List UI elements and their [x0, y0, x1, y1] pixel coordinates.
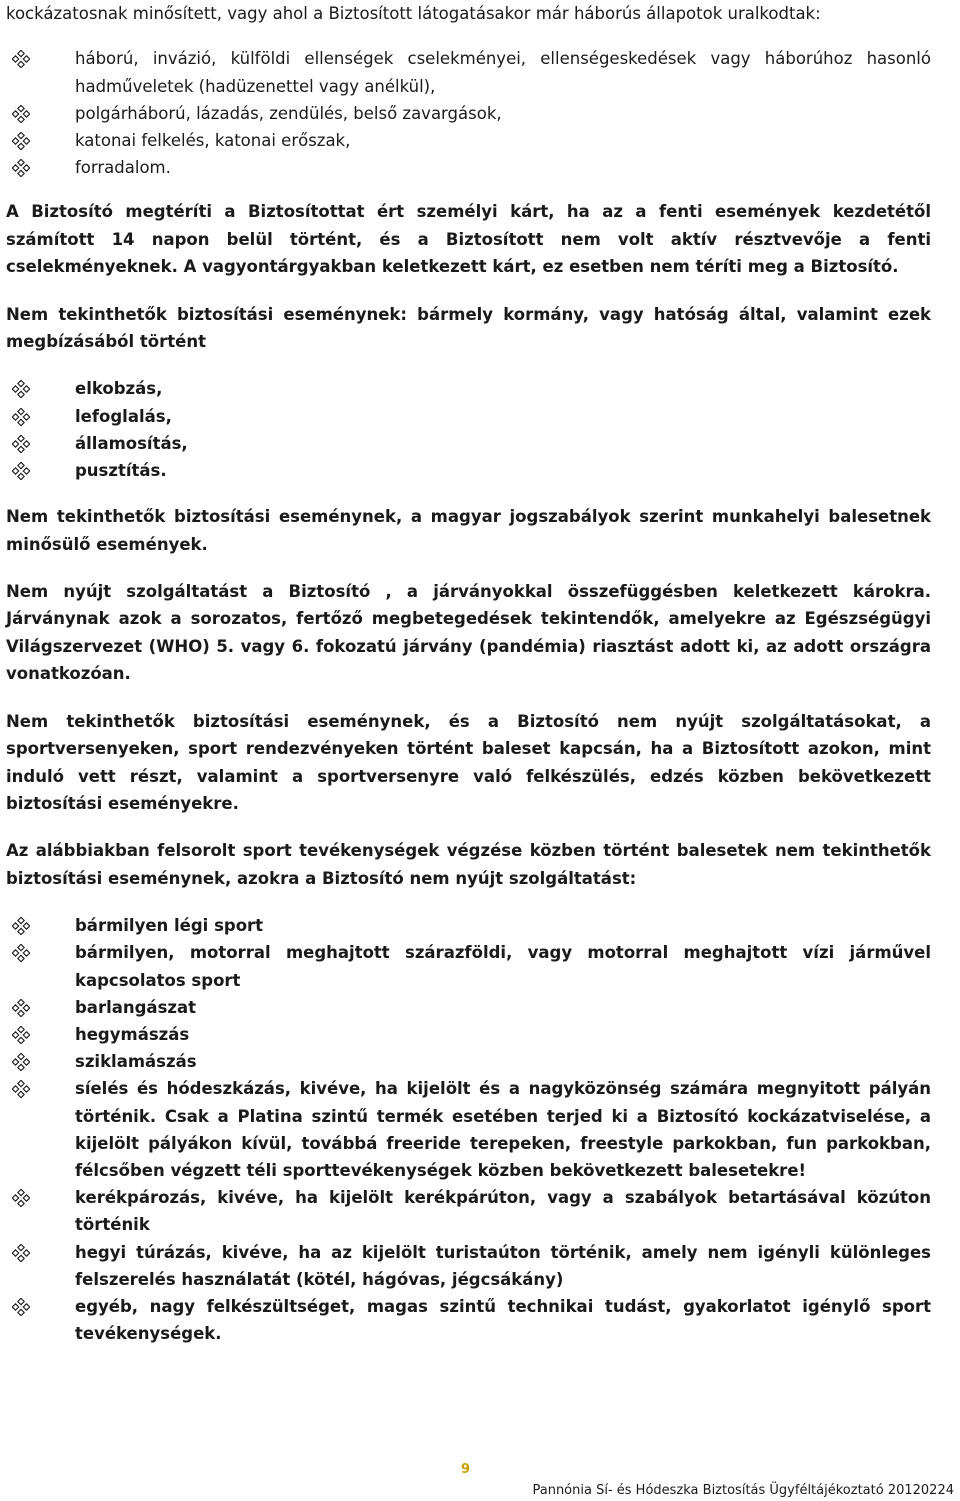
- paragraph-epidemics: Nem nyújt szolgáltatást a Biztosító , a járványokkal összefüggésben keletkezett károkra. Járványnak azok a sorozatos, fertőző megbetegedések tekintendők, amelyekre az Egészségügyi Világszervezet (WHO) 5. vagy 6. fokozatú járvány (pandémia) riasztást adott ki, az adott országra vonatkozóan.: [6, 582, 931, 684]
- list-item: barlangászat: [6, 994, 931, 1021]
- list-item: háború, invázió, külföldi ellenségek cselekményei, ellenségeskedések vagy háborúhoz hasonló hadműveletek (hadüzenettel vagy anélkül),: [6, 45, 931, 99]
- intro-paragraph: kockázatosnak minősített, vagy ahol a Biztosított látogatásakor már háborús állapotok uralkodtak:: [6, 4, 821, 23]
- page-number: 9: [461, 1462, 471, 1477]
- list-item: hegymászás: [6, 1021, 931, 1048]
- list-item: katonai felkelés, katonai erőszak,: [6, 127, 931, 154]
- list-item: egyéb, nagy felkészültséget, magas szintű technikai tudást, gyakorlatot igénylő sport tevékenységek.: [6, 1293, 931, 1347]
- list-item: lefoglalás,: [6, 403, 931, 430]
- diamond-bullet-icon: [12, 944, 30, 962]
- list-item: polgárháború, lázadás, zendülés, belső zavargások,: [6, 100, 931, 127]
- list-item: síelés és hódeszkázás, kivéve, ha kijelölt és a nagyközönség számára megnyitott pályán történik. Csak a Platina szintű termék esetében terjed ki a Biztosító kockázatviselése, a kijelölt pályákon kívül, továbbá freeride terepeken, freestyle parkokban, fun parkokban, félcsőben végzett téli sporttevékenységek közben bekövetkezett balesetekre!: [6, 1075, 931, 1184]
- diamond-bullet-icon: [12, 1026, 30, 1044]
- document-body: [6, 0, 931, 1347]
- diamond-bullet-icon: [12, 1053, 30, 1071]
- list-item: pusztítás.: [6, 457, 931, 484]
- list-item: elkobzás,: [6, 375, 931, 402]
- diamond-bullet-icon: [12, 435, 30, 453]
- footer-title: Pannónia Sí- és Hódeszka Biztosítás Ügyféltájékoztató 20120224: [532, 1483, 954, 1498]
- paragraph-personal-damage: A Biztosító megtéríti a Biztosítottat ért személyi kárt, ha az a fenti események kezdetétől számított 14 napon belül történt, és a Biztosított nem volt aktív résztvevője a fenti cselekményeknek. A vagyontárgyakban keletkezett kárt, ez esetben nem téríti meg a Biztosító.: [6, 202, 931, 277]
- diamond-bullet-icon: [12, 462, 30, 480]
- seizure-list: [6, 375, 931, 484]
- list-item: hegyi túrázás, kivéve, ha az kijelölt turistaúton történik, amely nem igényli különleges felszerelés használatát (kötél, hágóvas, jégcsákány): [6, 1239, 931, 1293]
- list-item: bármilyen légi sport: [6, 912, 931, 939]
- paragraph-excluded-sports-intro: Az alábbiakban felsorolt sport tevékenységek végzése közben történt balesetek nem tekinthetők biztosítási eseménynek, azokra a Biztosító nem nyújt szolgáltatást:: [6, 841, 931, 888]
- diamond-bullet-icon: [12, 50, 30, 68]
- diamond-bullet-icon: [12, 1244, 30, 1262]
- diamond-bullet-icon: [12, 132, 30, 150]
- diamond-bullet-icon: [12, 1080, 30, 1098]
- list-item: államosítás,: [6, 430, 931, 457]
- excluded-sports-list: [6, 912, 931, 1347]
- list-item: bármilyen, motorral meghajtott szárazföldi, vagy motorral meghajtott vízi járművel kapcsolatos sport: [6, 939, 931, 993]
- diamond-bullet-icon: [12, 1298, 30, 1316]
- diamond-bullet-icon: [12, 380, 30, 398]
- list-item: kerékpározás, kivéve, ha kijelölt kerékpárúton, vagy a szabályok betartásával közúton történik: [6, 1184, 931, 1238]
- paragraph-workplace-accidents: Nem tekinthetők biztosítási eseménynek, a magyar jogszabályok szerint munkahelyi balesetnek minősülő események.: [6, 507, 931, 554]
- diamond-bullet-icon: [12, 1189, 30, 1207]
- diamond-bullet-icon: [12, 408, 30, 426]
- list-item: sziklamászás: [6, 1048, 931, 1075]
- diamond-bullet-icon: [12, 159, 30, 177]
- paragraph-sport-competitions: Nem tekinthetők biztosítási eseménynek, és a Biztosító nem nyújt szolgáltatásokat, a sportversenyeken, sport rendezvényeken történt baleset kapcsán, ha a Biztosított azokon, mint induló vett részt, valamint a sportversenyre való felkészülés, edzés közben bekövetkezett biztosítási eseményekre.: [6, 711, 931, 813]
- paragraph-not-insurance-event: Nem tekinthetők biztosítási eseménynek: bármely kormány, vagy hatóság által, valamint ezek megbízásából történt: [6, 304, 931, 352]
- list-item: forradalom.: [6, 154, 931, 181]
- diamond-bullet-icon: [12, 999, 30, 1017]
- diamond-bullet-icon: [12, 917, 30, 935]
- war-events-list: [6, 45, 931, 181]
- diamond-bullet-icon: [12, 105, 30, 123]
